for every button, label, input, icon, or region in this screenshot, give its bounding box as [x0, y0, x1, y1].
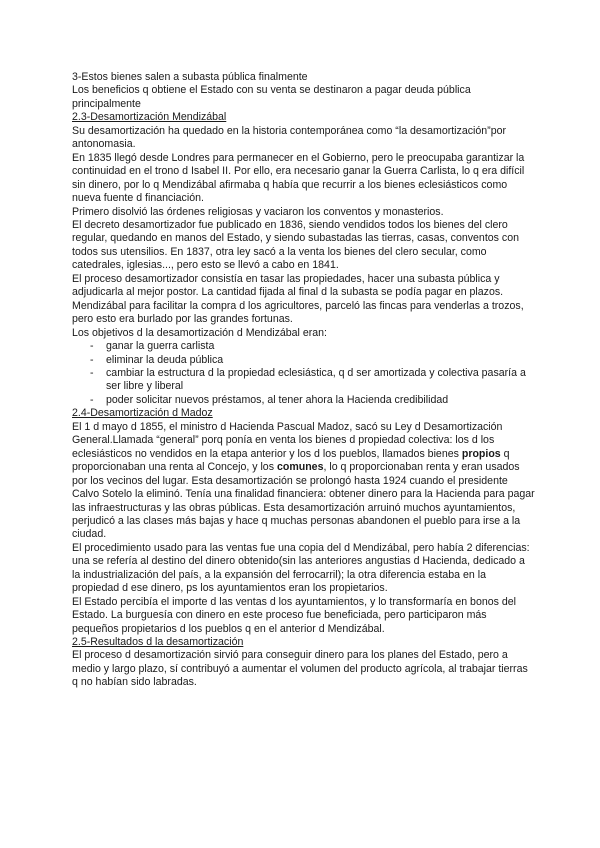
paragraph: Su desamortización ha quedado en la historia contemporánea como “la desamortización”por antonomasia.	[72, 124, 507, 151]
heading-madoz: 2.4-Desamortización d Madoz	[72, 407, 213, 420]
paragraph: El decreto desamortizador fue publicado en 1836, siendo vendidos todos los bienes del clero regular, quedando en manos del Estado, y siendo subastadas las tierras, casas, conventos con todos sus utensilios. En 1837, otra ley sacó a la venta los bienes del clero secular, como catedrales, iglesias..., pero esto se llevó a cabo en 1841.	[72, 218, 519, 272]
heading-mendizabal: 2.3-Desamortización Mendizábal	[72, 111, 227, 124]
text-run: El 1 d mayo d 1855, el ministro d Hacienda Pascual Madoz, sacó su Ley d Desamortización General.Llamada “general” porq ponía en venta los bienes d propiedad colectiva: los d los eclesiásticos no vendidos en la etapa anterior y los d los pueblos, llamados bienes	[72, 420, 503, 460]
paragraph: El procedimiento usado para las ventas fue una copia del d Mendizábal, pero había 2 diferencias: una se refería al destino del dinero obtenido(sin las anteriores angustias d Hacienda, dedicado a la industrialización del país, a la expansión del ferrocarril); la otra diferencia estaba en la propiedad d ese dinero, ps los ayuntamientos eran los propietarios.	[72, 541, 530, 595]
list-item: - eliminar la deuda pública	[90, 354, 536, 367]
bold-term-propios: propios	[461, 447, 501, 460]
paragraph-beneficios: Los beneficios q obtiene el Estado con su venta se destinaron a pagar deuda pública principalmente	[72, 84, 471, 110]
paragraph: Primero disolvió las órdenes religiosas y vaciaron los conventos y monasterios.	[72, 205, 444, 218]
paragraph: En 1835 llegó desde Londres para permanecer en el Gobierno, pero le preocupaba garantizar la continuidad en el trono d Isabel II. Por ello, era necesario ganar la Guerra Carlista, lo q era difícil sin dinero, por lo q Mendizábal afirmaba q había que recurrir a los bienes eclesiásticos como nueva fuente d financiación.	[72, 151, 525, 205]
list-item: - poder solicitar nuevos préstamos, al tener ahora la Hacienda credibilidad	[90, 394, 536, 407]
paragraph-subasta: 3-Estos bienes salen a subasta pública finalmente	[72, 71, 308, 83]
list-item: - ganar la guerra carlista	[90, 340, 536, 353]
heading-resultados: 2.5-Resultados d la desamortización	[72, 636, 244, 649]
paragraph: El proceso d desamortización sirvió para conseguir dinero para los planes del Estado, pero a medio y largo plazo, sí contribuyó a aumentar el volumen del producto agrícola, al trabajar tierras q no habían sido labradas.	[72, 649, 528, 689]
paragraph: El proceso desamortizador consistía en tasar las propiedades, hacer una subasta pública y adjudicarla al mejor postor. La cantidad fijada al final d la subasta se podía pagar en plazos. Mendizábal para facilitar la compra d los agricultores, parceló las fincas para venderlas a trozos, pero esto era burlado por las grandes fortunas.	[72, 272, 524, 326]
document-page	[72, 71, 536, 690]
paragraph: Los objetivos d la desamortización d Mendizábal eran:	[72, 326, 327, 339]
list-item: - cambiar la estructura d la propiedad eclesiástica, q d ser amortizada y colectiva pasaría a ser libre y liberal	[90, 367, 536, 394]
objetivos-list	[72, 340, 536, 407]
bold-term-comunes: comunes	[276, 461, 324, 474]
text-run: q proporcionaban una renta al Concejo, y los	[72, 447, 510, 474]
paragraph	[72, 421, 536, 542]
text-run: , lo q proporcionaban renta y eran usados por los vecinos del lugar. Esta desamortización se prolongó hasta 1924 cuando el presidente Calvo Sotelo la eliminó. Tenía una finalidad financiera: obtener dinero para la Hacienda para pagar las infraestructuras y las obras públicas. Esta desamortización arruinó muchos ayuntamientos, perjudicó a las clases más bajas y hace q muchas personas abandonen el pueblo para irse a la ciudad.	[72, 461, 535, 541]
paragraph: El Estado percibía el importe d las ventas d los ayuntamientos, y lo transformaría en bonos del Estado. La burguesía con dinero en este proceso fue beneficiada, pero participaron más pequeños propietarios d los pueblos q en el anterior d Mendizábal.	[72, 595, 516, 635]
